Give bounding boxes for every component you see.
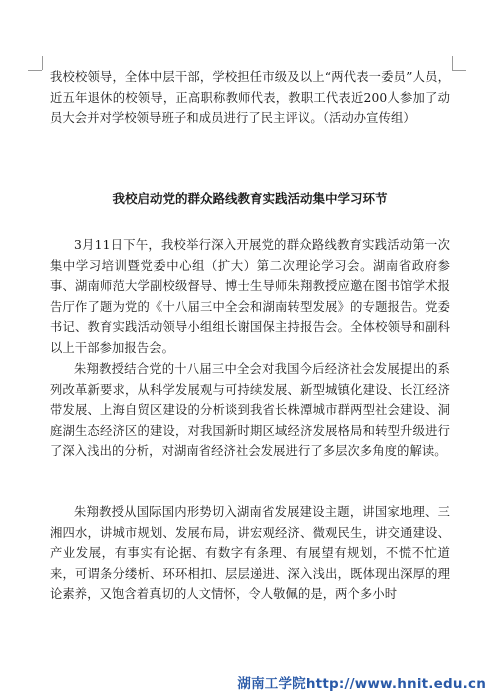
crop-mark-top-left-v xyxy=(42,56,43,70)
crop-mark-top-right-v xyxy=(452,56,453,70)
crop-mark-top-left-h xyxy=(28,70,42,71)
crop-mark-top-right-h xyxy=(452,70,466,71)
section-heading: 我校启动党的群众路线教育实践活动集中学习环节 xyxy=(112,191,388,206)
paragraph-event-intro: 3月11日下午，我校举行深入开展党的群众路线教育实践活动第一次集中学习培训暨党委中心组（扩大）第二次理论学习会。湖南省政府参事、湖南师范大学副校级督导、博士生导师朱翔教授应邀在图书馆学术报告厅作了题为党的《十八届三中全会和湖南转型发展》的专题报告。党委书记、教育实践活动领导小组组长谢国保主持报告会。全体校领导和副科以上干部参加报告会。 xyxy=(50,238,450,355)
paragraph-participants: 我校校领导，全体中层干部，学校担任市级及以上“两代表一委员”人员，近五年退休的校领导，正高职称教师代表，教职工代表近200人参加了动员大会并对学校领导班子和成员进行了民主评议。（活动办宣传组） xyxy=(50,70,450,125)
site-watermark: 湖南工学院http://www.hnit.edu.cn xyxy=(237,676,486,692)
paragraph-report-style: 朱翔教授从国际国内形势切入湖南省发展建设主题，讲国家地理、三湘四水，讲城市规划、发展布局，讲宏观经济、微观民生，讲交通建设、产业发展，有事实有论据、有数字有条理、有展望有规划，不慌不忙道来，可谓条分缕析、环环相扣、层层递进、深入浅出，既体现出深厚的理论素养，又饱含着真切的人文情怀，令人敬佩的是，两个多小时 xyxy=(50,505,450,601)
paragraph-report-content: 朱翔教授结合党的十八届三中全会对我国今后经济社会发展提出的系列改革新要求，从科学发展观与可持续发展、新型城镇化建设、长江经济带发展、上海自贸区建设的分析谈到我省长株潭城市群两型社会建设、洞庭湖生态经济区的建设，对我国新时期区域经济发展格局和转型升级进行了深入浅出的分析，对湖南省经济社会发展进行了多层次多角度的解读。 xyxy=(50,362,450,458)
